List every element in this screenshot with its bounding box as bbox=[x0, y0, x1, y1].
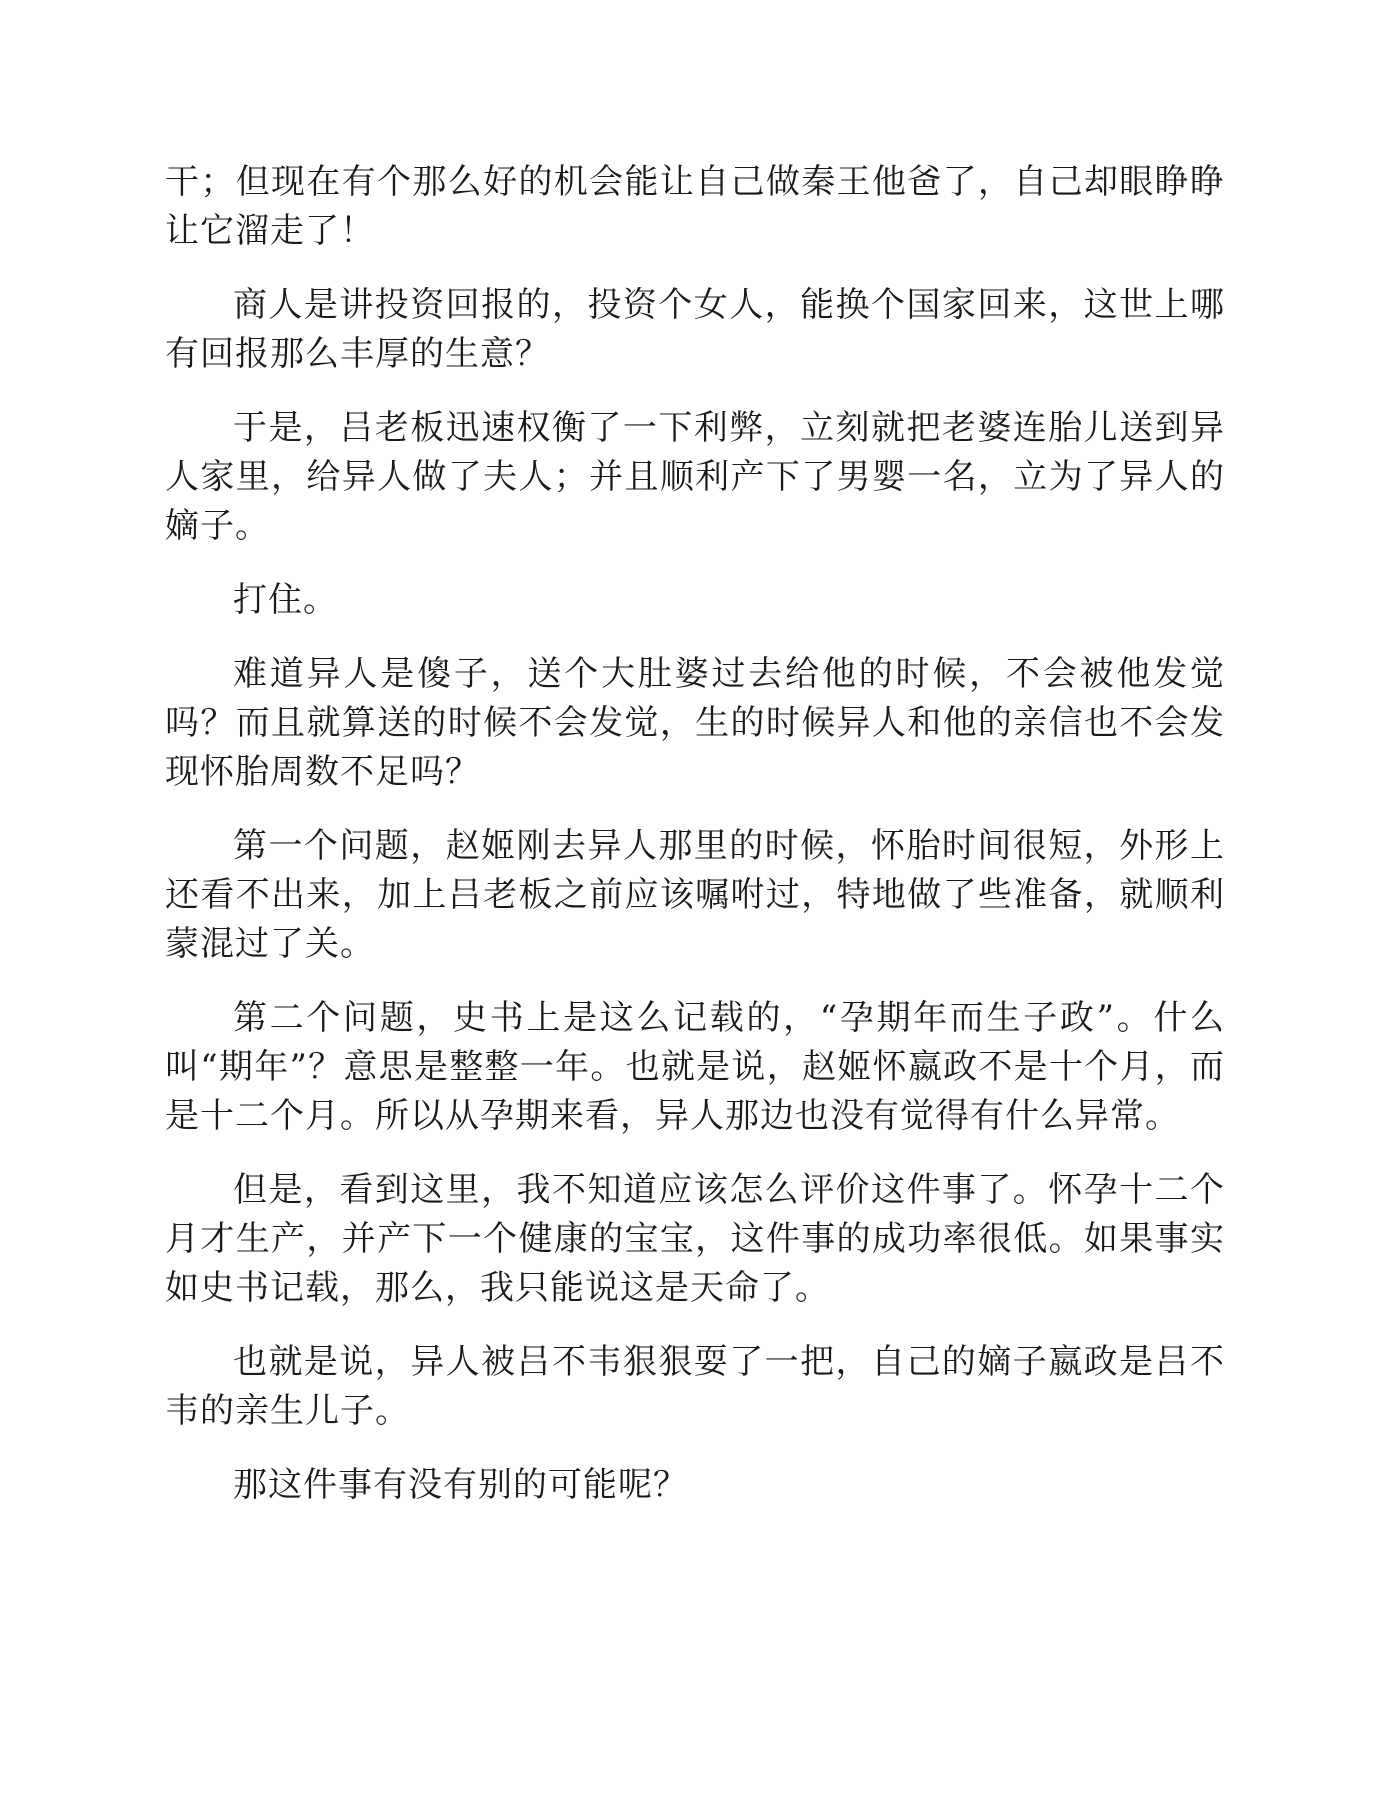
paragraph: 第一个问题，赵姬刚去异人那里的时候，怀胎时间很短，外形上还看不出来，加上吕老板之前应该嘱咐过，特地做了些准备，就顺利蒙混过了关。 bbox=[165, 826, 1225, 964]
paragraph: 于是，吕老板迅速权衡了一下利弊，立刻就把老婆连胎儿送到异人家里，给异人做了夫人；并且顺利产下了男婴一名，立为了异人的嫡子。 bbox=[165, 408, 1225, 546]
paragraph: 也就是说，异人被吕不韦狠狠耍了一把，自己的嫡子嬴政是吕不韦的亲生儿子。 bbox=[165, 1342, 1225, 1431]
paragraph: 难道异人是傻子，送个大肚婆过去给他的时候，不会被他发觉吗？而且就算送的时候不会发觉，生的时候异人和他的亲信也不会发现怀胎周数不足吗？ bbox=[165, 654, 1225, 792]
paragraph: 但是，看到这里，我不知道应该怎么评价这件事了。怀孕十二个月才生产，并产下一个健康的宝宝，这件事的成功率很低。如果事实如史书记载，那么，我只能说这是天命了。 bbox=[165, 1170, 1225, 1308]
body-text bbox=[165, 158, 1225, 1535]
paragraph: 那这件事有没有别的可能呢？ bbox=[233, 1465, 688, 1505]
paragraph: 第二个问题，史书上是这么记载的，“孕期年而生子政”。什么叫“期年”？意思是整整一年。也就是说，赵姬怀嬴政不是十个月，而是十二个月。所以从孕期来看，异人那边也没有觉得有什么异常。 bbox=[165, 998, 1225, 1136]
paragraph-continuation: 干；但现在有个那么好的机会能让自己做秦王他爸了，自己却眼睁睁让它溜走了！ bbox=[165, 162, 1225, 251]
paragraph: 商人是讲投资回报的，投资个女人，能换个国家回来，这世上哪有回报那么丰厚的生意？ bbox=[165, 285, 1225, 374]
paragraph: 打住。 bbox=[233, 580, 338, 620]
